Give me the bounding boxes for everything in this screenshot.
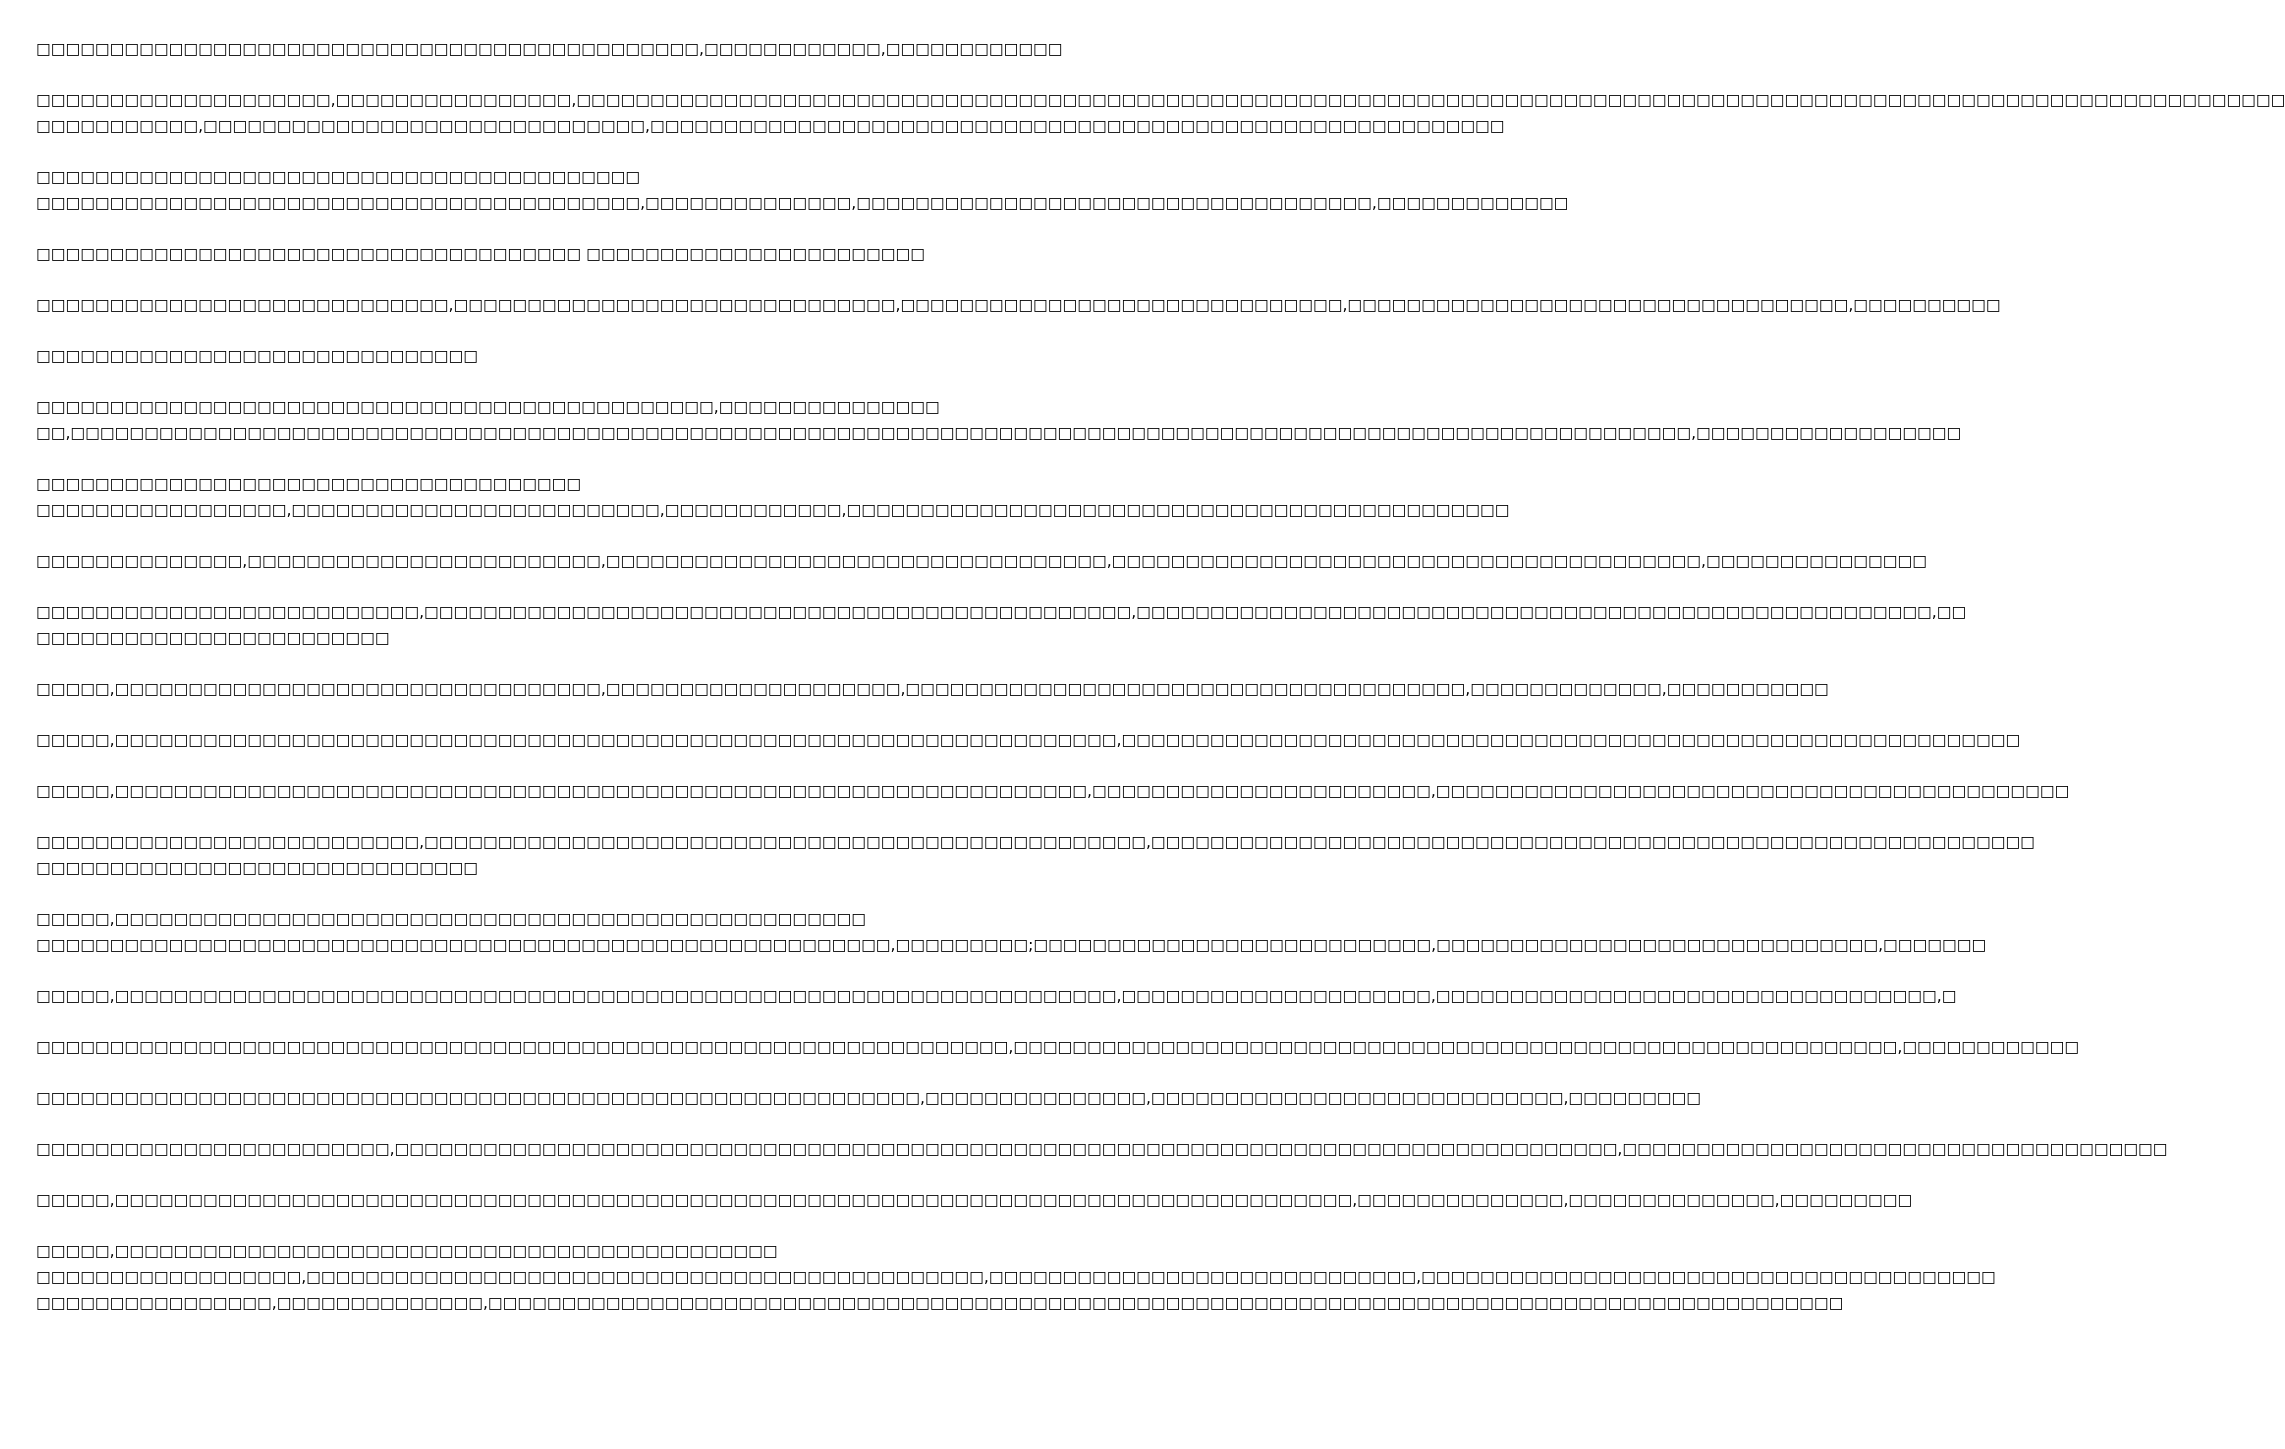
paragraph — [36, 87, 2285, 139]
text-line: □□□□□,□□□□□□□□□□□□□□□□□□□□□□□□□□□□□□□□□□□□□□□□□□□□□□□□□□□□□□□□□□□□□□□□□□□□,□□□□□□□□□□□□□□□□□□□□□,□□□□□□□□□□□□□□□□□□□□□□□□□□□□□□□□□□,□ — [36, 987, 1957, 1005]
paragraph — [36, 394, 1962, 446]
text-line: □□□□□□□□□□□□□□□□□□□□□□□□□□□□□□□□□□□□□□□□□□□□□□,□□□□□□□□□□□□□□□ — [36, 398, 940, 416]
text-line: □□□□□□□□□□□□□□□□□□□□□□□□□□□□□□□□□□□□□□□□□□□□□□□□□□□□□□□□□□□□□□□□□□,□□□□□□□□□□□□□□□□□□□□□□□□□□□□□□□□□□□□□□□□□□□□□□□□□□□□□□□□□□□□,□□□□□□□□□□□□ — [36, 1038, 2080, 1056]
text-line: □□□□□□□□□□□□□□□□□□□□□□□□□□□□□□□□□□□□□□□□□□□□□□□□□□□□□□□□□□,□□□□□□□□□;□□□□□□□□□□□□□□□□□□□□□□□□□□□,□□□□□□□□□□□□□□□□□□□□□□□□□□□□□□,□□□□□□□ — [36, 936, 1987, 954]
text-line: □□□□□□□□□□□□□□□□□□□□□□□□□□□□□□ — [36, 859, 479, 877]
text-line: □□□□□□□□□□□□□□□□□□□□□□□□□□□□,□□□□□□□□□□□□□□□□□□□□□□□□□□□□□□,□□□□□□□□□□□□□□□□□□□□□□□□□□□□□□,□□□□□□□□□□□□□□□□□□□□□□□□□□□□□□□□□□,□□□□□□□□□□ — [36, 296, 2001, 314]
text-line: □□□□□□□□□□□□□□□□□□□□□□□□□□□□□□□□□□□□□□□□□ — [36, 168, 641, 186]
paragraph — [36, 1187, 1913, 1213]
paragraph — [36, 1034, 2080, 1060]
paragraph — [36, 292, 2001, 318]
paragraph — [36, 1238, 1996, 1316]
text-line: □□□□□,□□□□□□□□□□□□□□□□□□□□□□□□□□□□□□□□□□□□□□□□□□□□□□□□□□□□□□□□□□□□□□□□□□,□□□□□□□□□□□□□□□□□□□□□□□,□□□□□□□□□□□□□□□□□□□□□□□□□□□□□□□□□□□□□□□□□□□ — [36, 782, 2070, 800]
text-line: □□□□□□□□□□□□□□□□□□□□□□□□□□,□□□□□□□□□□□□□□□□□□□□□□□□□□□□□□□□□□□□□□□□□□□□□□□□,□□□□□□□□□□□□□□□□□□□□□□□□□□□□□□□□□□□□□□□□□□□□□□□□□□□□□□,□□ — [36, 603, 1967, 621]
text-line: □□□□□□□□□□□□□□□□□□□□□□□□□□,□□□□□□□□□□□□□□□□□□□□□□□□□□□□□□□□□□□□□□□□□□□□□□□□□,□□□□□□□□□□□□□□□□□□□□□□□□□□□□□□□□□□□□□□□□□□□□□□□□□□□□□□□□□□□□ — [36, 833, 2035, 851]
paragraph — [36, 778, 2070, 804]
text-line: □□□□□□□□□□□□□□□□□,□□□□□□□□□□□□□□□□□□□□□□□□□,□□□□□□□□□□□□,□□□□□□□□□□□□□□□□□□□□□□□□□□□□□□□□□□□□□□□□□□□□□ — [36, 501, 1510, 519]
paragraph — [36, 164, 1569, 216]
text-line: □□□□□,□□□□□□□□□□□□□□□□□□□□□□□□□□□□□□□□□□□□□□□□□□□□□□□□□□□□□□□□□□□□□□□□□□□□,□□□□□□□□□□□□□□□□□□□□□□□□□□□□□□□□□□□□□□□□□□□□□□□□□□□□□□□□□□□□□ — [36, 731, 2021, 749]
paragraph — [36, 599, 1967, 651]
text-line: □□□□□□□□□□□□□□□□□□□□□□□□□□□□□□□□□□□□□□□□□,□□□□□□□□□□□□□□,□□□□□□□□□□□□□□□□□□□□□□□□□□□□□□□□□□□,□□□□□□□□□□□□□ — [36, 194, 1569, 212]
text-line: □□□□□,□□□□□□□□□□□□□□□□□□□□□□□□□□□□□□□□□□□□□□□□□□□□□□□□□□□□□□□□□□□□□□□□□□□□□□□□□□□□□□□□□□□□,□□□□□□□□□□□□□□,□□□□□□□□□□□□□□,□□□□□□□□□ — [36, 1191, 1913, 1209]
paragraph — [36, 1136, 2168, 1162]
text-line: □□□□□,□□□□□□□□□□□□□□□□□□□□□□□□□□□□□□□□□□□□□□□□□□□□□ — [36, 1242, 778, 1260]
document-page — [36, 36, 2285, 1416]
text-line: □□□□□□□□□□□□□□□□□□,□□□□□□□□□□□□□□□□□□□□□□□□□□□□□□□□□□□□□□□□□□□□□□,□□□□□□□□□□□□□□□□□□□□□□□□□□□□□,□□□□□□□□□□□□□□□□□□□□□□□□□□□□□□□□□□□□□□□ — [36, 1268, 1996, 1286]
text-line: □□□□□□□□□□□□□□□□□□□□□□□□□□□□□□□□□□□□□ □□□□□□□□□□□□□□□□□□□□□□□ — [36, 245, 925, 263]
paragraph — [36, 906, 1987, 958]
text-line: □□□□□□□□□□□□□□□□,□□□□□□□□□□□□□□,□□□□□□□□□□□□□□□□□□□□□□□□□□□□□□□□□□□□□□□□□□□□□□□□□□□□□□□□□□□□□□□□□□□□□□□□□□□□□□□□□□□□□□□□□□□□ — [36, 1294, 1844, 1312]
paragraph — [36, 241, 990, 267]
paragraph — [36, 676, 1829, 702]
paragraph — [36, 343, 990, 369]
paragraph — [36, 829, 2035, 881]
text-line: □□□□□□□□□□□□□□,□□□□□□□□□□□□□□□□□□□□□□□□,□□□□□□□□□□□□□□□□□□□□□□□□□□□□□□□□□□,□□□□□□□□□□□□□□□□□□□□□□□□□□□□□□□□□□□□□□□□,□□□□□□□□□□□□□□□ — [36, 552, 1927, 570]
paragraph — [36, 1085, 1702, 1111]
paragraph — [36, 471, 1510, 523]
text-line: □□□□□□□□□□□□□□□□□□□□□□□□□□□□□□ — [36, 347, 479, 365]
paragraph — [36, 548, 1927, 574]
text-line: □□□□□□□□□□□□□□□□□□□□□□□□ — [36, 629, 390, 647]
paragraph — [36, 36, 1063, 62]
text-line: □□□□□□□□□□□□□□□□□□□□□□□□□□□□□□□□□□□□□ — [36, 475, 582, 493]
text-line: □□□□□,□□□□□□□□□□□□□□□□□□□□□□□□□□□□□□□□□,□□□□□□□□□□□□□□□□□□□□,□□□□□□□□□□□□□□□□□□□□□□□□□□□□□□□□□□□□□□,□□□□□□□□□□□□□,□□□□□□□□□□□ — [36, 680, 1829, 698]
document-body — [36, 36, 2285, 1316]
text-line: □□□□□,□□□□□□□□□□□□□□□□□□□□□□□□□□□□□□□□□□□□□□□□□□□□□□□□□□□ — [36, 910, 867, 928]
text-line: □□,□□□□□□□□□□□□□□□□□□□□□□□□□□□□□□□□□□□□□□□□□□□□□□□□□□□□□□□□□□□□□□□□□□□□□□□□□□□□□□□□□□□□□□□□□□□□□□□□□□□□□□□□□□□□□□,□□□□□□□□□□□□□□□□□□ — [36, 424, 1962, 442]
text-line: □□□□□□□□□□□□□□□□□□□□□□□□,□□□□□□□□□□□□□□□□□□□□□□□□□□□□□□□□□□□□□□□□□□□□□□□□□□□□□□□□□□□□□□□□□□□□□□□□□□□□□□□□□□□,□□□□□□□□□□□□□□□□□□□□□□□□□□□□□□□□□□□□□ — [36, 1140, 2168, 1158]
paragraph — [36, 983, 1957, 1009]
text-line: □□□□□□□□□□□□□□□□□□□□,□□□□□□□□□□□□□□□□,□□□□□□□□□□□□□□□□□□□□□□□□□□□□□□□□□□□□□□□□□□□□□□□□□□□□□□□□□□□□□□□□□□□□□□□□□□□□□□□□□□□□□□□□□□□□□□□□□□□□□□□□□□□□□□□□□□□□ — [36, 91, 2285, 109]
paragraph — [36, 727, 2021, 753]
text-line: □□□□□□□□□□□□□□□□□□□□□□□□□□□□□□□□□□□□□□□□□□□□□□□□□□□□□□□□□□□□,□□□□□□□□□□□□□□□,□□□□□□□□□□□□□□□□□□□□□□□□□□□□,□□□□□□□□□ — [36, 1089, 1702, 1107]
text-line: □□□□□□□□□□□□□□□□□□□□□□□□□□□□□□□□□□□□□□□□□□□□□,□□□□□□□□□□□□,□□□□□□□□□□□□ — [36, 40, 1063, 58]
text-line: □□□□□□□□□□□,□□□□□□□□□□□□□□□□□□□□□□□□□□□□□□,□□□□□□□□□□□□□□□□□□□□□□□□□□□□□□□□□□□□□□□□□□□□□□□□□□□□□□□□□□ — [36, 117, 1505, 135]
